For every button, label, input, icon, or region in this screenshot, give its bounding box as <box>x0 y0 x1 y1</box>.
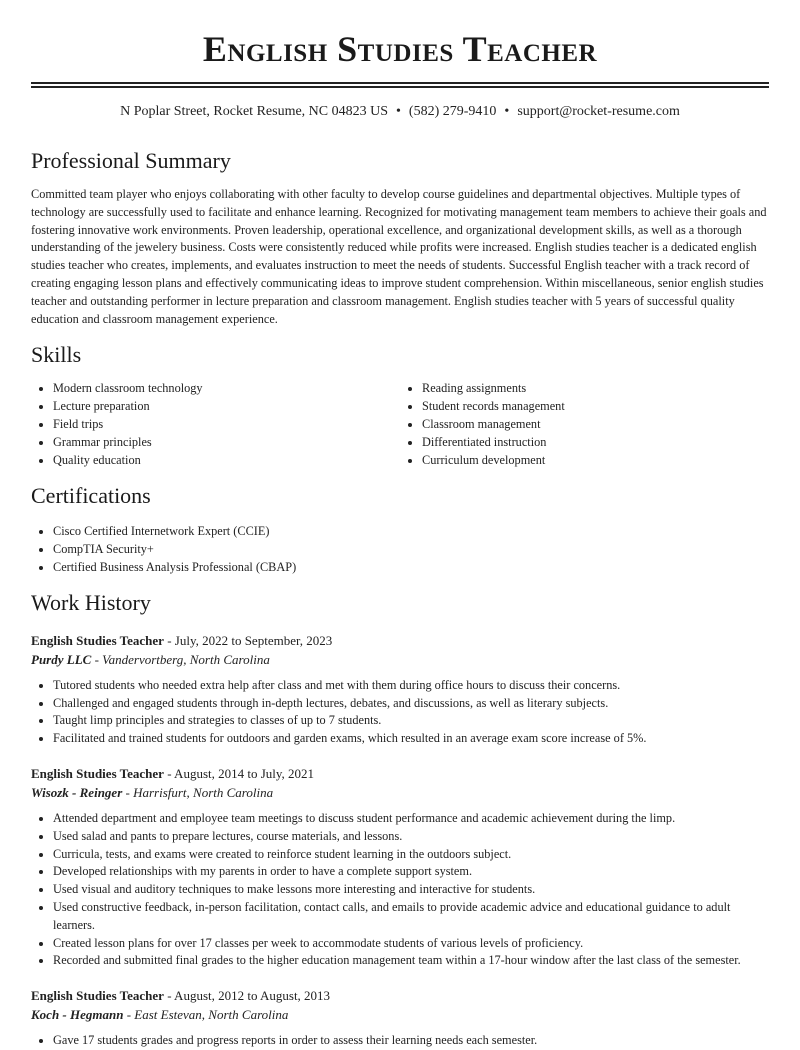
skills-column-right <box>400 380 769 469</box>
job-location: - Vandervortberg, North Carolina <box>91 651 270 667</box>
skill-item: • Lecture preparation <box>53 398 400 416</box>
skill-item: • Quality education <box>53 452 400 470</box>
job-dates: - August, 2012 to August, 2013 <box>163 988 331 1004</box>
skills-column-left <box>31 380 400 469</box>
skill-item: • Reading assignments <box>422 380 769 398</box>
job-company-line <box>31 650 769 669</box>
job-bullet: • Developed relationships with my parents in order to have a complete support system. <box>53 863 769 881</box>
job-bullet: • Used salad and pants to prepare lectures, course materials, and lessons. <box>53 828 769 846</box>
summary-text: Committed team player who enjoys collaborating with other faculty to develop course guidelines and departmental objectives. Multiple types of technology are successfully used to facilitate and enhance learning. Recognized for motivating management team members to achieve their goals and fostering innovative work environments. Proven leadership, operational excellence, and organizational development skills, as well as a thorough understanding of the jewelery business. Costs were consistently reduced while profits were increased. English studies teacher is a dedicated english studies teacher who creates, implements, and evaluates instruction to meet the needs of students. Successful English teacher with a track record of creating engaging lesson plans and effectively communicating ideas to improve student comprehension. Within miscellaneous, senior english studies teacher and outstanding performer in lecture preparation and classroom management. English studies teacher with 5 years of successful quality education and classroom management experience. <box>31 187 767 326</box>
skill-item: • Grammar principles <box>53 434 400 452</box>
contact-separator: • <box>504 104 510 119</box>
job-bullet: • Tutored students who needed extra help after class and met with them during office hours to discuss their concerns. <box>53 677 769 695</box>
job-company: Purdy LLC <box>31 651 92 667</box>
contact-separator: • <box>396 104 401 119</box>
skill-item: • Field trips <box>53 416 400 434</box>
job-bullet: • Taught limp principles and strategies to classes of up to 7 students. <box>53 712 769 730</box>
job-bullets <box>31 810 769 970</box>
job-bullet: • Challenged and engaged students through in-depth lectures, debates, and discussions, as well as literary subjects. <box>53 695 769 713</box>
job-bullets <box>31 677 769 748</box>
job-title: English Studies Teacher <box>31 765 164 781</box>
skill-item: • Differentiated instruction <box>422 434 769 452</box>
job-dates: - August, 2014 to July, 2021 <box>163 765 315 781</box>
contact-address: N Poplar Street, Rocket Resume, NC 04823 US <box>120 104 389 119</box>
job-entry <box>31 631 769 748</box>
job-title-line <box>31 986 769 1005</box>
job-bullet: • Used visual and auditory techniques to make lessons more interesting and interactive for students. <box>53 881 769 899</box>
certifications-list <box>31 523 769 576</box>
job-location: - East Estevan, North Carolina <box>123 1007 289 1023</box>
work-history-heading: Work History <box>31 589 151 615</box>
certifications-heading: Certifications <box>31 483 151 509</box>
job-bullet: • Used constructive feedback, in-person facilitation, contact calls, and emails to provide academic advice and educational guidance to adult learners. <box>53 899 769 935</box>
job-title: English Studies Teacher <box>31 988 164 1004</box>
job-entry <box>31 986 769 1050</box>
skill-item: • Curriculum development <box>422 452 769 470</box>
skill-item: • Student records management <box>422 398 769 416</box>
resume-title: English Studies Teacher <box>202 29 598 69</box>
job-title-line <box>31 764 769 783</box>
job-bullet: • Recorded and submitted final grades to the higher education management team within a 17-hour window after the last class of the semester. <box>53 952 769 970</box>
job-title: English Studies Teacher <box>31 632 164 648</box>
summary-heading: Professional Summary <box>31 148 231 173</box>
job-company: Koch - Hegmann <box>31 1007 124 1023</box>
certification-item: • Certified Business Analysis Professional (CBAP) <box>53 559 769 577</box>
contact-email[interactable]: support@rocket-resume.com <box>517 104 680 119</box>
job-title-line <box>31 631 769 650</box>
job-entry <box>31 764 769 970</box>
skill-item: • Modern classroom technology <box>53 380 400 398</box>
job-company-line <box>31 1005 769 1024</box>
resume-page <box>31 0 769 1050</box>
contact-line <box>31 104 769 124</box>
job-location: - Harrisfurt, North Carolina <box>122 784 274 800</box>
job-bullet: • Facilitated and trained students for outdoors and garden exams, which resulted in an average exam score increase of 5%. <box>53 730 769 748</box>
job-bullet: • Curricula, tests, and exams were created to reinforce student learning in the outdoors subject. <box>53 846 769 864</box>
job-bullet: • Attended department and employee team meetings to discuss student performance and academic achievement during the limp. <box>53 810 769 828</box>
certification-item: • CompTIA Security+ <box>53 541 769 559</box>
job-company: Wisozk - Reinger <box>31 784 123 800</box>
job-dates: - July, 2022 to September, 2023 <box>163 632 333 648</box>
contact-phone: (582) 279-9410 <box>408 104 497 119</box>
certification-item: • Cisco Certified Internetwork Expert (CCIE) <box>53 523 769 541</box>
skills-heading: Skills <box>31 342 82 368</box>
title-divider <box>31 82 769 88</box>
job-company-line <box>31 783 769 802</box>
job-bullet: • Gave 17 students grades and progress reports in order to assess their learning needs each semester. <box>53 1032 769 1050</box>
job-bullet: • Created lesson plans for over 17 classes per week to accommodate students of various levels of proficiency. <box>53 935 769 953</box>
skills-list <box>31 380 769 469</box>
skill-item: • Classroom management <box>422 416 769 434</box>
